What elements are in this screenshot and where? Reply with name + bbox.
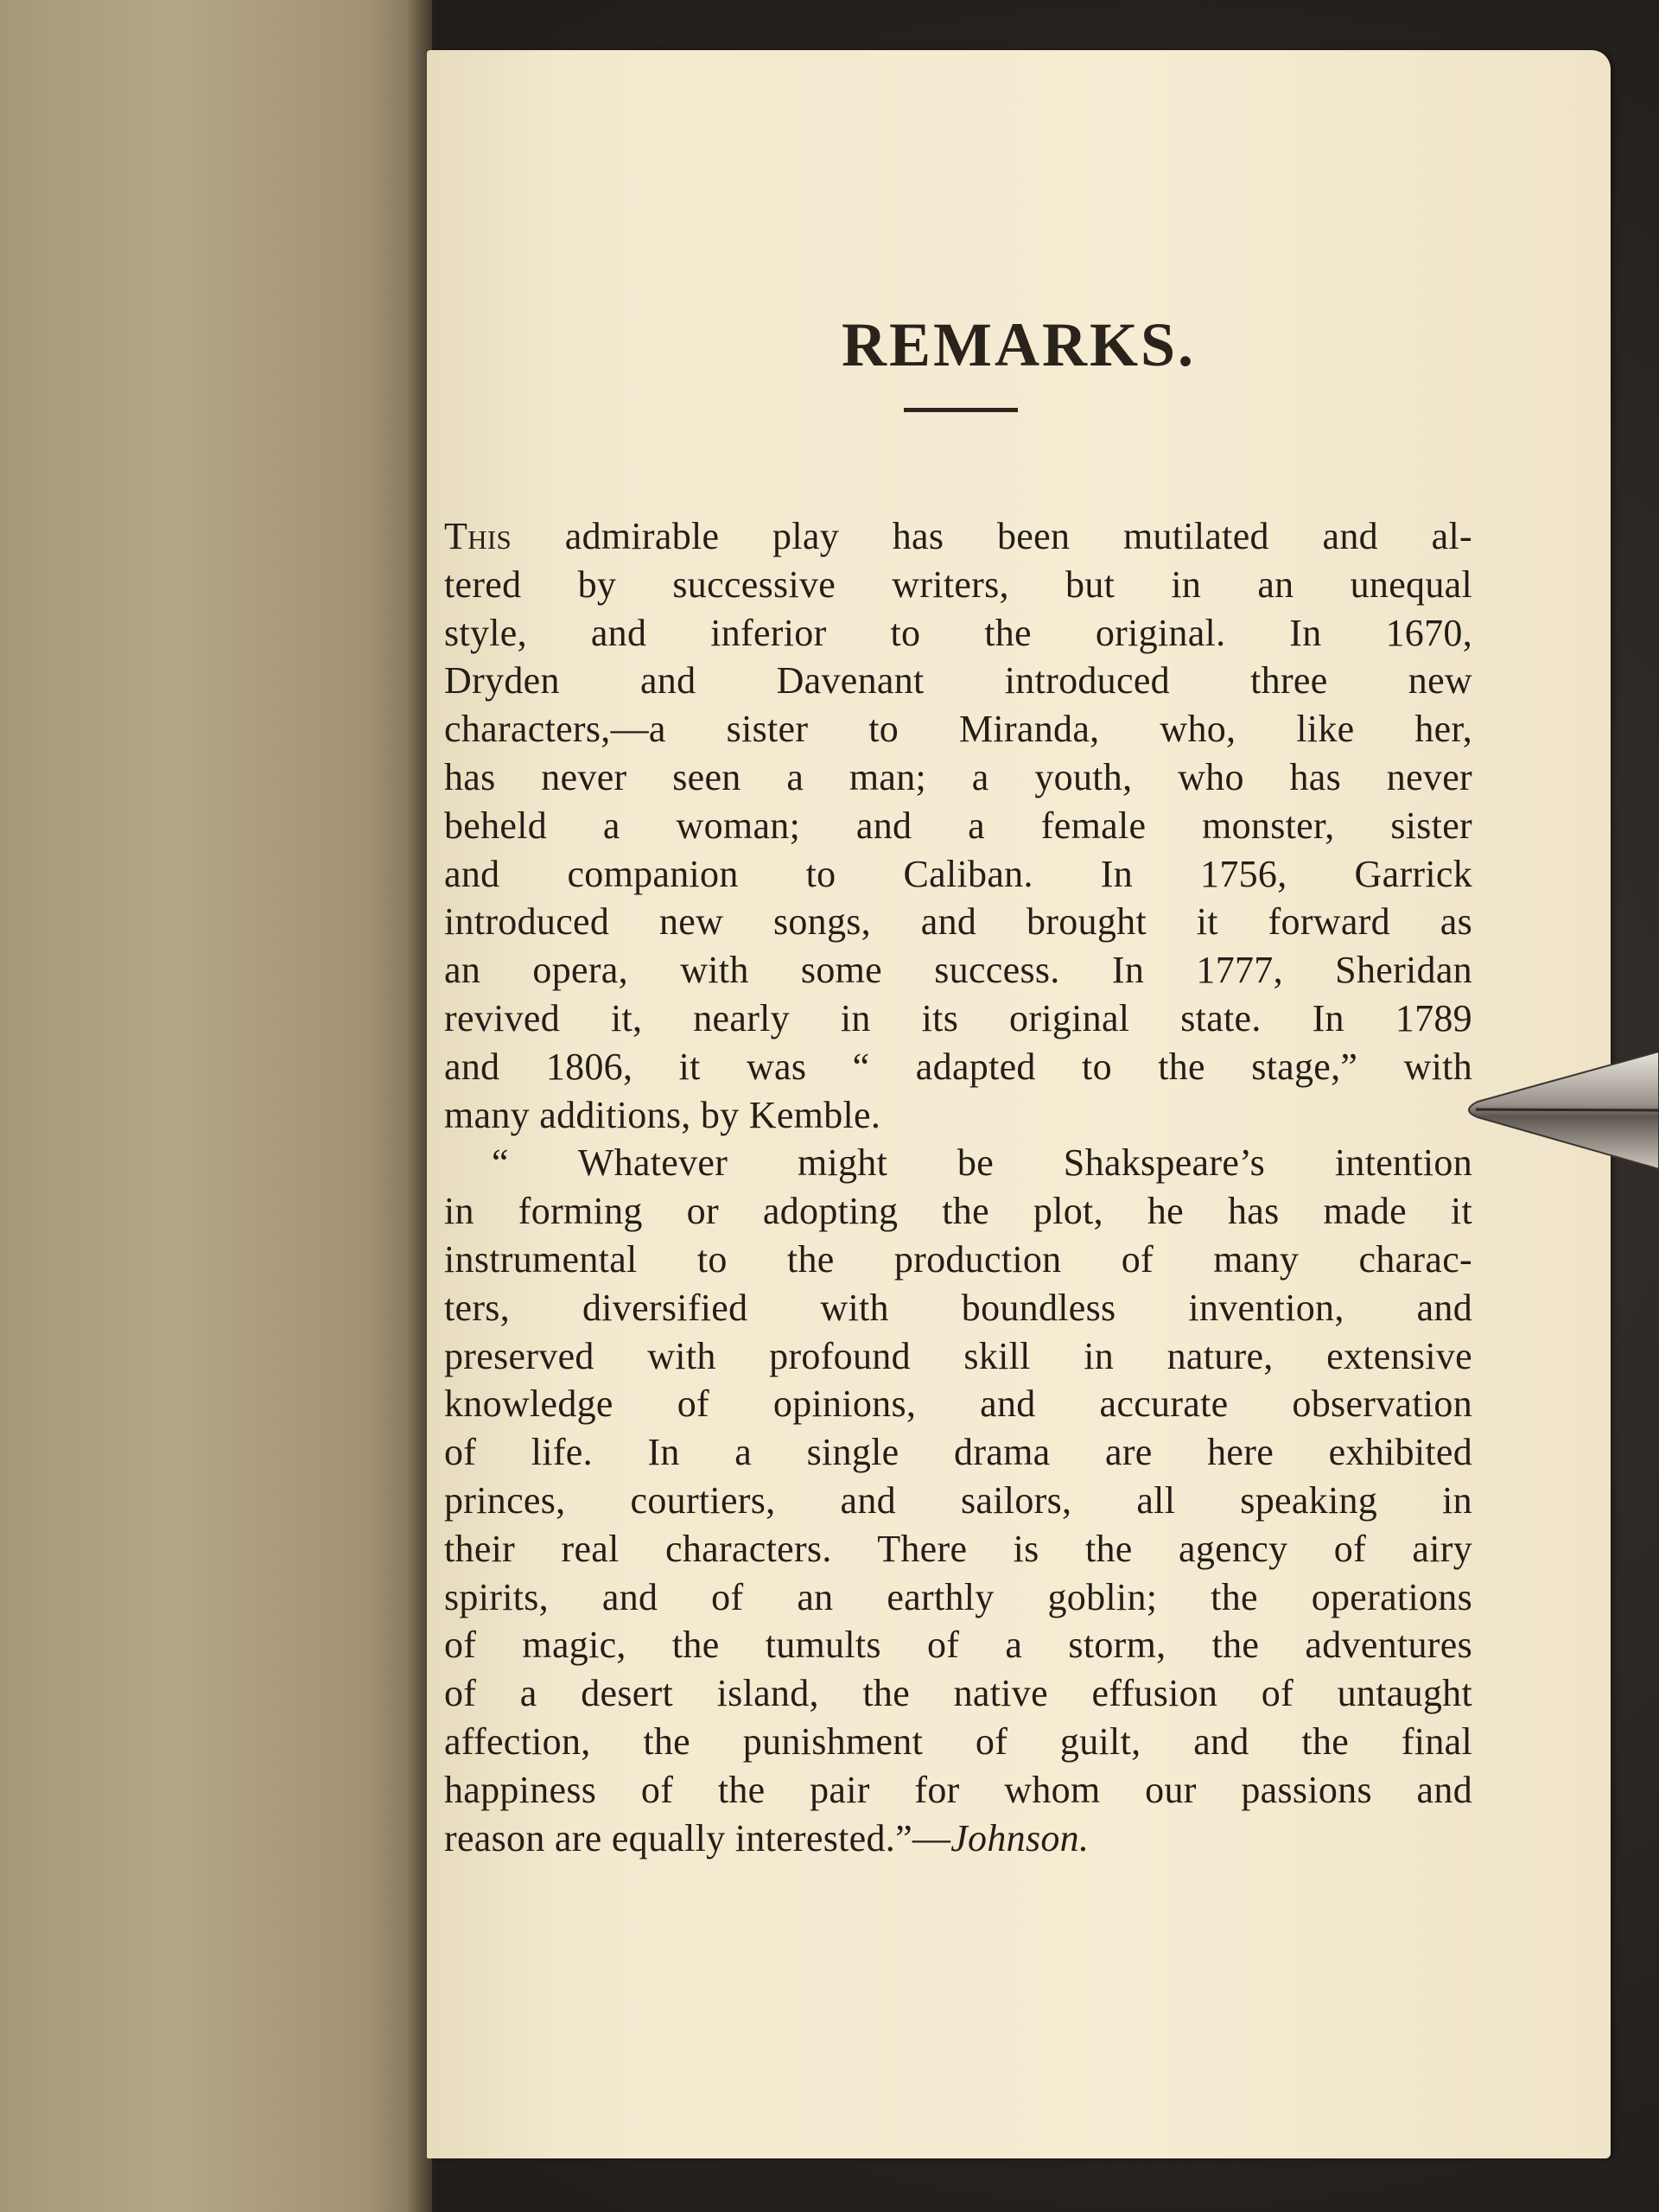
- text-line: of a desert island, the native effusion of untaught: [444, 1672, 1472, 1715]
- title-rule: [904, 408, 1018, 412]
- book-page: [427, 50, 1611, 2158]
- dropcap-word: This: [444, 515, 512, 557]
- text-line: of magic, the tumults of a storm, the adventures: [444, 1624, 1472, 1667]
- text-line: This admirable play has been mutilated and al-: [444, 515, 1472, 557]
- text-line: beheld a woman; and a female monster, sister: [444, 804, 1472, 847]
- text-line: many additions, by Kemble.: [444, 1093, 881, 1136]
- text-line: their real characters. There is the agency of airy: [444, 1527, 1472, 1570]
- text-line: spirits, and of an earthly goblin; the operations: [444, 1575, 1472, 1618]
- text-line: tered by successive writers, but in an unequal: [444, 563, 1472, 606]
- text-line: characters,—a sister to Miranda, who, like her,: [444, 708, 1472, 751]
- left-facing-page: [0, 0, 432, 2212]
- text-line: reason are equally interested.”—Johnson.: [444, 1816, 1090, 1859]
- text-line: preserved with profound skill in nature, extensive: [444, 1334, 1472, 1377]
- text-line: revived it, nearly in its original state. In 1789: [444, 996, 1472, 1039]
- text-line: style, and inferior to the original. In 1670,: [444, 611, 1472, 654]
- text-line: knowledge of opinions, and accurate observation: [444, 1382, 1472, 1426]
- text-line: an opera, with some success. In 1777, Sheridan: [444, 949, 1472, 992]
- text-line: introduced new songs, and brought it forward as: [444, 900, 1472, 944]
- text-line: princes, courtiers, and sailors, all speaking in: [444, 1478, 1472, 1522]
- text-line: Dryden and Davenant introduced three new: [444, 659, 1472, 702]
- text-line: happiness of the pair for whom our passions and: [444, 1768, 1472, 1811]
- attribution: Johnson.: [950, 1816, 1090, 1859]
- text-line: ters, diversified with boundless invention, and: [444, 1286, 1472, 1329]
- remarks-body: [444, 512, 1472, 1862]
- page-title: REMARKS.: [841, 310, 1196, 379]
- text-line: and companion to Caliban. In 1756, Garrick: [444, 852, 1472, 895]
- text-line: instrumental to the production of many charac-: [444, 1237, 1472, 1281]
- text-line: and 1806, it was “ adapted to the stage,” with: [444, 1045, 1472, 1088]
- text-line: has never seen a man; a youth, who has never: [444, 755, 1472, 798]
- pen-tip-icon: [1460, 1050, 1659, 1171]
- text-line: affection, the punishment of guilt, and the final: [444, 1719, 1472, 1763]
- text-line: of life. In a single drama are here exhibited: [444, 1431, 1472, 1474]
- text-line: in forming or adopting the plot, he has made it: [444, 1190, 1472, 1233]
- text-line: “ Whatever might be Shakspeare’s intention: [492, 1141, 1472, 1185]
